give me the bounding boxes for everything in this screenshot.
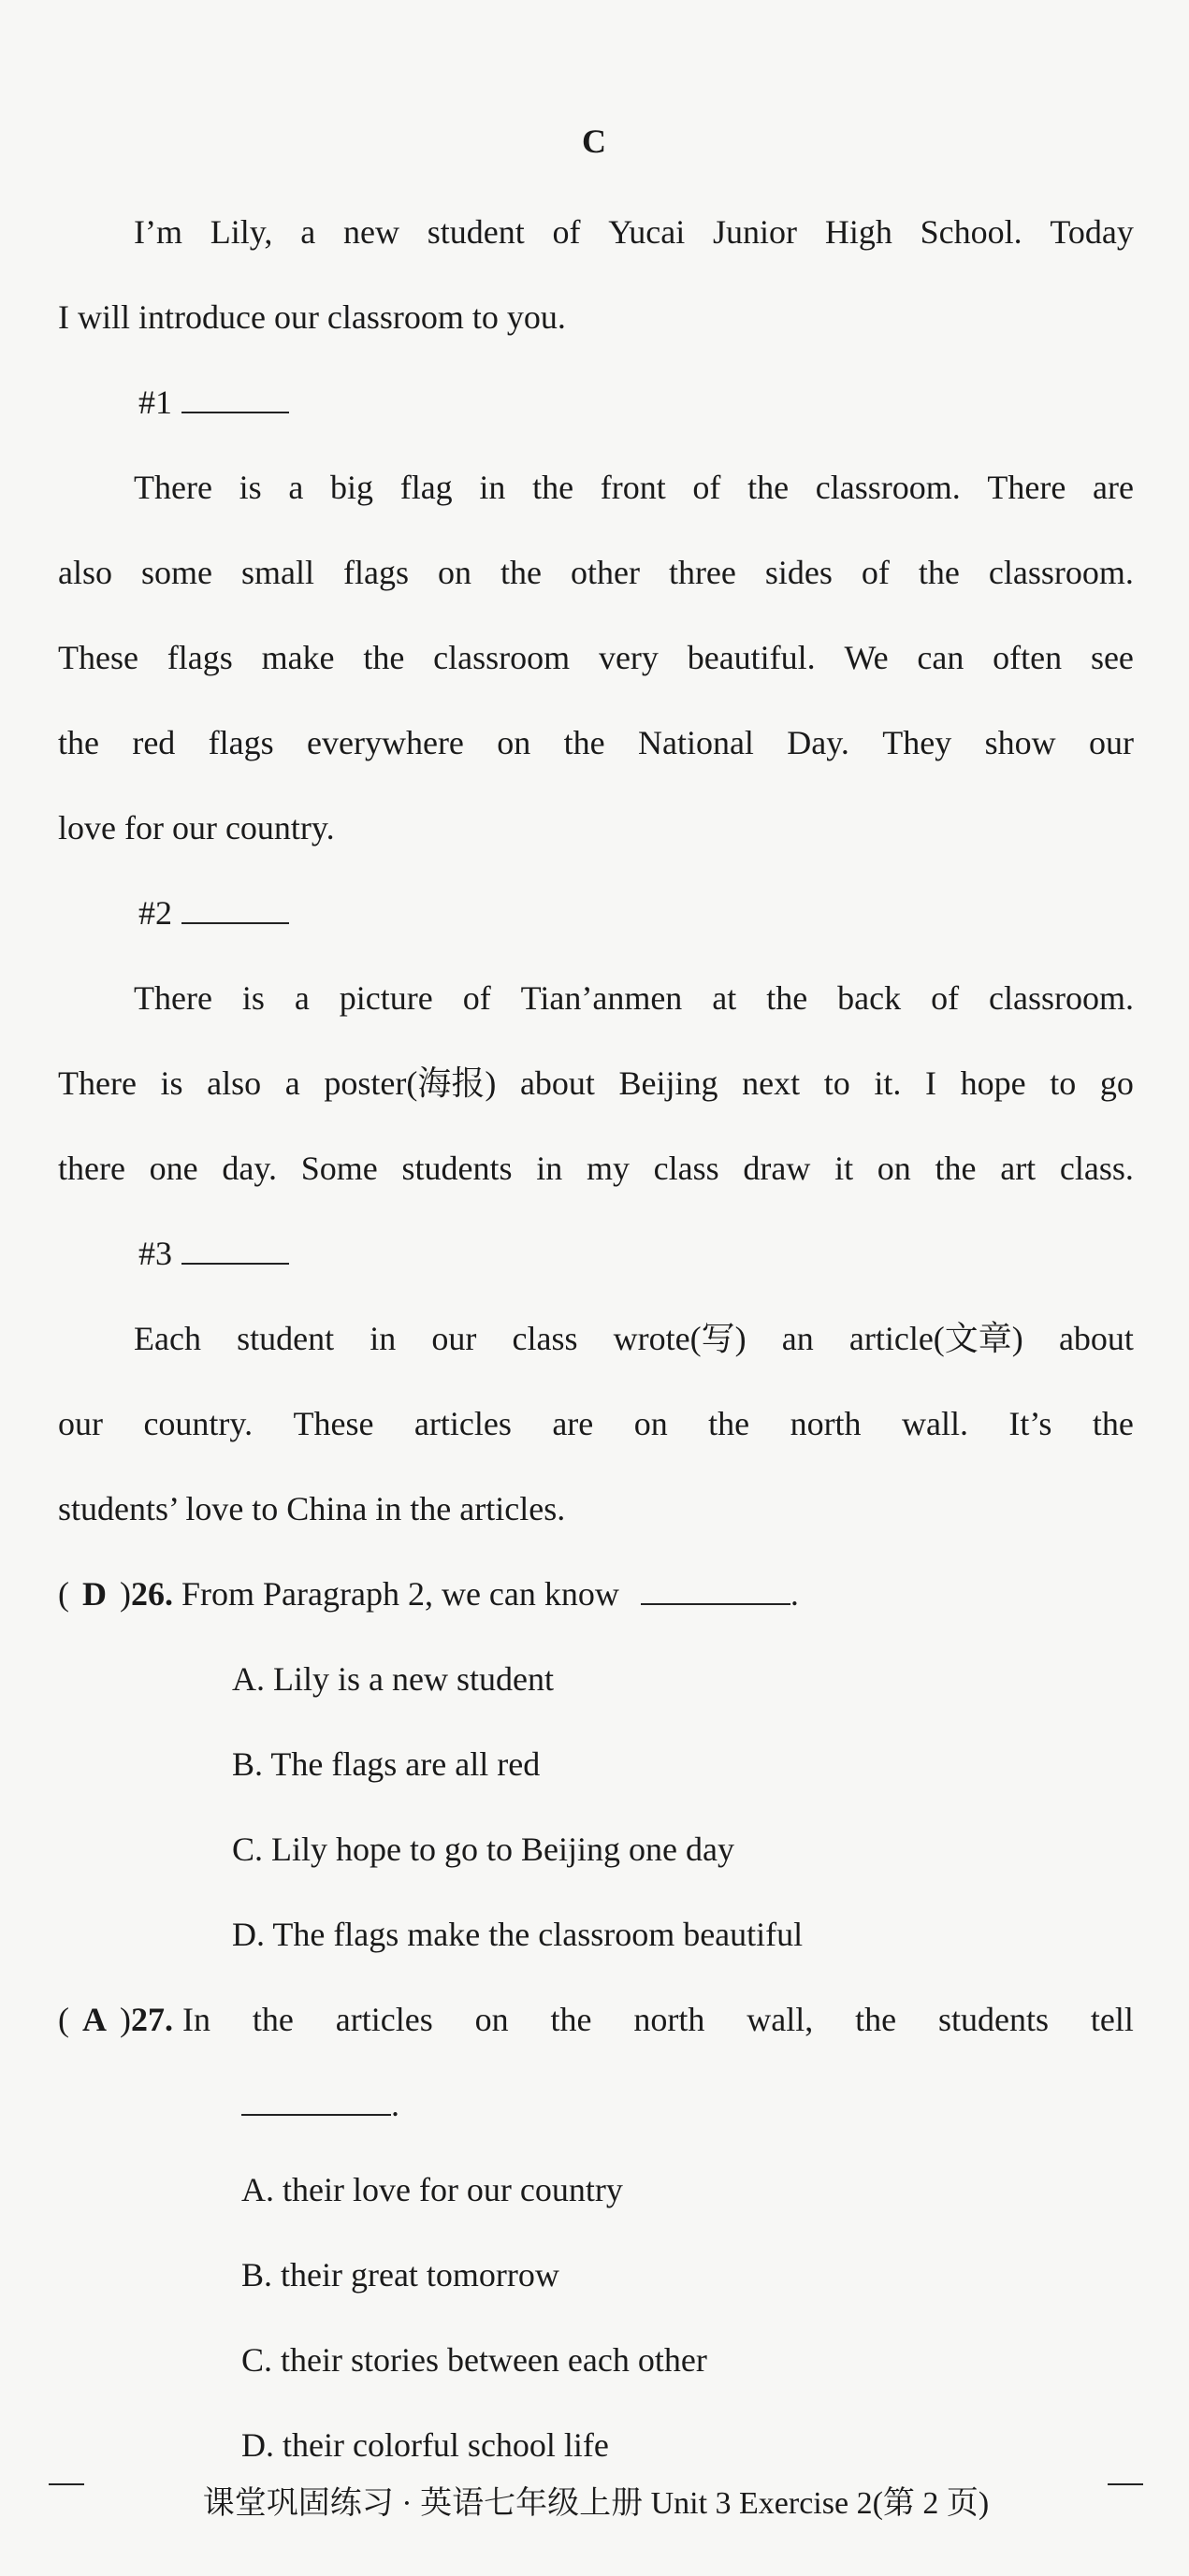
- p2-line-4: [58, 722, 1134, 763]
- word: Yucai: [608, 213, 686, 251]
- word: art: [1000, 1150, 1037, 1187]
- q26-text: From Paragraph 2, we can know: [181, 1575, 619, 1613]
- q27-option-b: B. their great tomorrow: [241, 2256, 559, 2294]
- word: flags: [343, 554, 409, 591]
- word: It’s: [1008, 1405, 1052, 1442]
- word: the: [252, 2001, 294, 2038]
- word: show: [984, 724, 1056, 761]
- word: These: [58, 639, 138, 676]
- word: on: [497, 724, 531, 761]
- word: to: [823, 1064, 850, 1102]
- word: the: [747, 469, 790, 506]
- q26-blank: [641, 1575, 790, 1605]
- word: the: [766, 979, 808, 1017]
- word: Each: [134, 1320, 201, 1357]
- word: Day.: [787, 724, 849, 761]
- word: in: [370, 1320, 397, 1357]
- word: I’m: [134, 213, 182, 251]
- footer-dash-left: [49, 2483, 84, 2525]
- word: our: [1089, 724, 1134, 761]
- heading-2-blank: [181, 894, 289, 924]
- word: of: [692, 469, 721, 506]
- q26-open-paren: (: [58, 1575, 69, 1613]
- word: very: [598, 639, 659, 676]
- word: make: [261, 639, 335, 676]
- word: it: [834, 1150, 854, 1187]
- word: on: [877, 1150, 911, 1187]
- intro-line-2: I will introduce our classroom to you.: [58, 298, 566, 336]
- word: the: [500, 554, 542, 591]
- word: classroom: [433, 639, 571, 676]
- word: north: [633, 2001, 705, 2038]
- word: Junior: [713, 213, 798, 251]
- word: everywhere: [307, 724, 464, 761]
- word: also: [58, 554, 112, 591]
- p4-line-3: students’ love to China in the articles.: [58, 1490, 566, 1527]
- q26-option-a: A. Lily is a new student: [232, 1660, 554, 1698]
- word: the: [550, 2001, 592, 2038]
- word: our: [431, 1320, 477, 1357]
- word: my: [586, 1150, 630, 1187]
- q27-blank: [241, 2086, 391, 2116]
- q26-option-b: B. The flags are all red: [232, 1745, 541, 1783]
- footer-dash-right: [1108, 2483, 1143, 2525]
- word: students: [401, 1150, 513, 1187]
- p2-line-5: love for our country.: [58, 809, 335, 847]
- q27-option-a: A. their love for our country: [241, 2171, 623, 2208]
- word: wall.: [902, 1405, 968, 1442]
- q26-option-c: C. Lily hope to go to Beijing one day: [232, 1831, 734, 1868]
- heading-1-label: #1: [138, 384, 172, 421]
- question-27-stem: [58, 1999, 1134, 2040]
- word: about: [1058, 1320, 1134, 1357]
- word: flags: [167, 639, 233, 676]
- p4-line-1: [134, 1318, 1134, 1359]
- word: School.: [920, 213, 1022, 251]
- word: red: [132, 724, 176, 761]
- p3-line-1: [134, 977, 1134, 1019]
- q27-option-d: D. their colorful school life: [241, 2426, 609, 2464]
- word: I: [925, 1064, 936, 1102]
- word: the: [1092, 1405, 1134, 1442]
- word: in: [536, 1150, 563, 1187]
- word: of: [462, 979, 491, 1017]
- word: classroom.: [988, 554, 1134, 591]
- word: These: [293, 1405, 374, 1442]
- word: big: [330, 469, 374, 506]
- page-footer: [49, 2483, 1143, 2525]
- word: a: [294, 979, 310, 1017]
- word: picture: [339, 979, 433, 1017]
- word: Some: [300, 1150, 378, 1187]
- heading-3: [138, 1233, 1189, 1274]
- word: There: [58, 1064, 137, 1102]
- word: on: [437, 554, 471, 591]
- word: a: [284, 1064, 300, 1102]
- word: next: [742, 1064, 801, 1102]
- word: poster(海报): [324, 1064, 497, 1102]
- word: see: [1090, 639, 1134, 676]
- word: They: [882, 724, 952, 761]
- word: the: [58, 724, 99, 761]
- q26-number: 26.: [131, 1575, 173, 1613]
- word: can: [917, 639, 964, 676]
- word: There: [134, 979, 212, 1017]
- word: it.: [874, 1064, 902, 1102]
- heading-3-label: #3: [138, 1235, 172, 1272]
- word: classroom.: [989, 979, 1134, 1017]
- word: our: [58, 1405, 103, 1442]
- q26-end: .: [790, 1575, 799, 1613]
- word: article(文章): [848, 1320, 1023, 1357]
- word: at: [712, 979, 737, 1017]
- word: classroom.: [815, 469, 961, 506]
- word: of: [552, 213, 581, 251]
- word: is: [160, 1064, 183, 1102]
- p4-line-2: [58, 1403, 1134, 1444]
- word: flags: [208, 724, 274, 761]
- word: Lily,: [210, 213, 273, 251]
- word: back: [837, 979, 902, 1017]
- word: also: [207, 1064, 262, 1102]
- heading-2: [138, 892, 1189, 933]
- p2-line-1: [134, 467, 1134, 508]
- word: the: [918, 554, 960, 591]
- word: beautiful.: [687, 639, 816, 676]
- word: on: [633, 1405, 668, 1442]
- word: Tian’anmen: [520, 979, 683, 1017]
- word: there: [58, 1150, 125, 1187]
- word: a: [300, 213, 316, 251]
- word: some: [141, 554, 212, 591]
- q26-answer: D: [82, 1575, 107, 1613]
- q26-option-d: D. The flags make the classroom beautiful: [232, 1916, 804, 1953]
- q27-close-paren: ): [120, 2001, 131, 2038]
- section-title: C: [582, 123, 607, 160]
- word: of: [931, 979, 960, 1017]
- p2-line-3: [58, 637, 1134, 678]
- word: class: [512, 1320, 578, 1357]
- footer-text: 课堂巩固练习 · 英语七年级上册 Unit 3 Exercise 2(第 2 页): [202, 2486, 990, 2521]
- word: in: [479, 469, 506, 506]
- word: Beijing: [618, 1064, 718, 1102]
- word: wall,: [747, 2001, 814, 2038]
- heading-1-blank: [181, 384, 289, 413]
- q27-end: .: [391, 2086, 399, 2123]
- q27-number: 27.: [131, 2001, 173, 2038]
- q27-answer: A: [82, 2001, 107, 2038]
- heading-2-label: #2: [138, 894, 172, 932]
- p3-line-3: [58, 1148, 1134, 1189]
- word: the: [532, 469, 574, 506]
- heading-1: [138, 382, 1189, 423]
- word: hope: [960, 1064, 1026, 1102]
- q27-prefix: [58, 1999, 173, 2040]
- word: other: [570, 554, 640, 591]
- word: the: [563, 724, 605, 761]
- word: new: [342, 213, 399, 251]
- word: articles: [335, 2001, 433, 2038]
- word: of: [861, 554, 890, 591]
- word: is: [241, 979, 265, 1017]
- word: the: [708, 1405, 750, 1442]
- word: a: [288, 469, 304, 506]
- word: student: [427, 213, 525, 251]
- word: is: [239, 469, 262, 506]
- p3-line-2: [58, 1063, 1134, 1104]
- word: National: [637, 724, 754, 761]
- q27-open-paren: (: [58, 2001, 69, 2038]
- word: the: [363, 639, 405, 676]
- q27-blank-line: [241, 2084, 1189, 2125]
- word: the: [855, 2001, 897, 2038]
- word: small: [241, 554, 314, 591]
- word: wrote(写): [613, 1320, 747, 1357]
- word: We: [844, 639, 889, 676]
- q27-text: [182, 1999, 1134, 2040]
- q27-option-c: C. their stories between each other: [241, 2341, 707, 2379]
- word: on: [474, 2001, 509, 2038]
- word: sides: [764, 554, 833, 591]
- word: often: [993, 639, 1063, 676]
- word: There: [987, 469, 1066, 506]
- word: day.: [222, 1150, 278, 1187]
- word: flag: [399, 469, 453, 506]
- q26-close-paren: ): [120, 1575, 131, 1613]
- word: to: [1050, 1064, 1077, 1102]
- heading-3-blank: [181, 1235, 289, 1265]
- word: In: [182, 2001, 210, 2038]
- word: There: [134, 469, 212, 506]
- word: country.: [143, 1405, 254, 1442]
- word: north: [790, 1405, 862, 1442]
- word: are: [552, 1405, 594, 1442]
- word: about: [519, 1064, 595, 1102]
- word: go: [1099, 1064, 1134, 1102]
- p2-line-2: [58, 552, 1134, 593]
- word: Today: [1050, 213, 1134, 251]
- word: front: [600, 469, 666, 506]
- word: students: [938, 2001, 1050, 2038]
- word: class: [653, 1150, 719, 1187]
- word: are: [1093, 469, 1134, 506]
- word: articles: [413, 1405, 512, 1442]
- word: draw: [743, 1150, 811, 1187]
- word: an: [781, 1320, 814, 1357]
- question-26-stem: [58, 1573, 1134, 1614]
- word: three: [668, 554, 736, 591]
- word: tell: [1090, 2001, 1134, 2038]
- word: the: [935, 1150, 977, 1187]
- word: one: [149, 1150, 198, 1187]
- word: student: [237, 1320, 335, 1357]
- word: class.: [1059, 1150, 1134, 1187]
- intro-line-1: [134, 211, 1134, 253]
- word: High: [824, 213, 892, 251]
